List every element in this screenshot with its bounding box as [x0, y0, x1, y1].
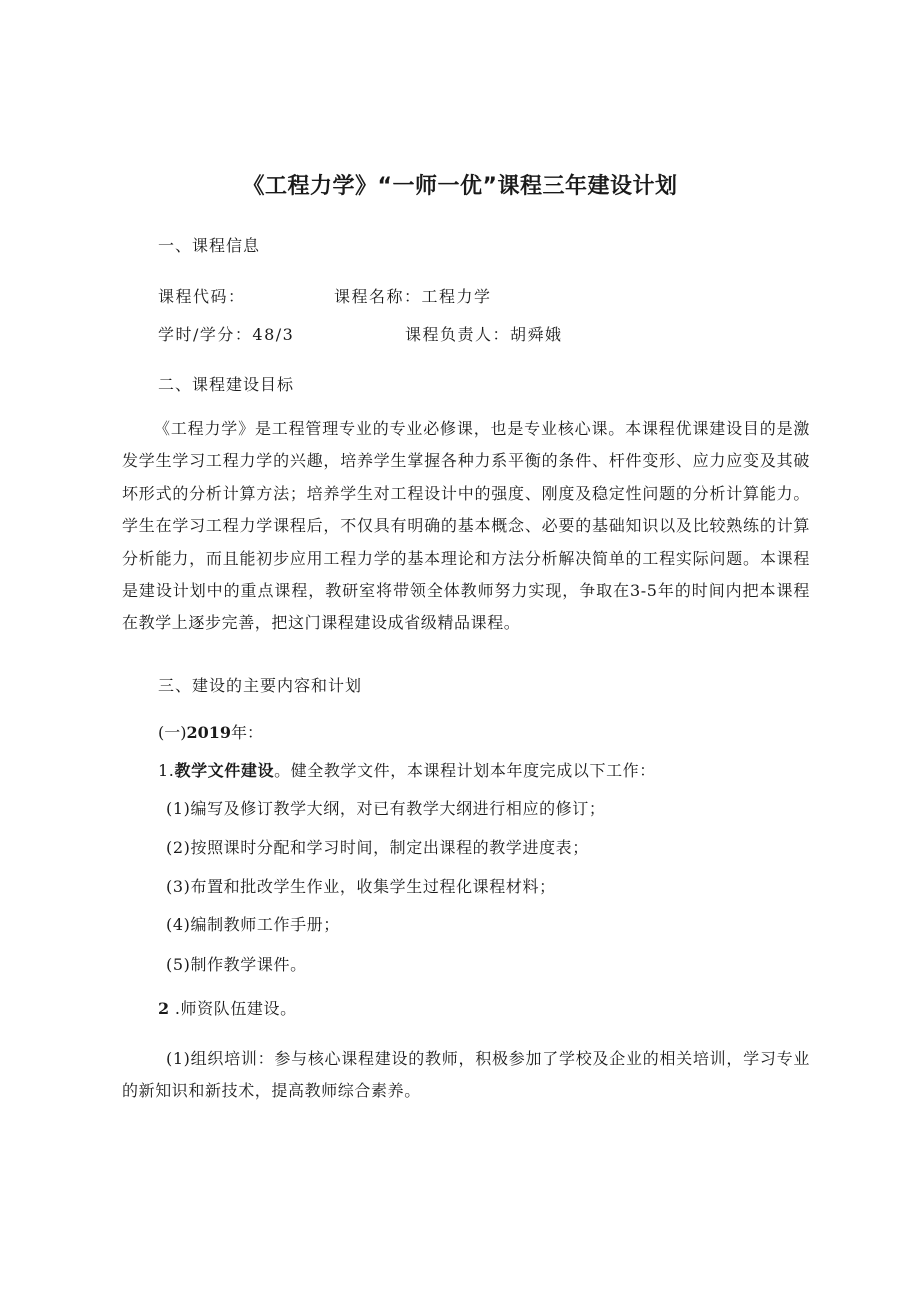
subitem-4: (4)编制教师工作手册；	[166, 915, 340, 934]
item-2-title: .师资队伍建设。	[169, 999, 297, 1018]
section-3-heading: 三、建设的主要内容和计划	[158, 676, 363, 695]
year-suffix: 年：	[231, 723, 264, 742]
item-1	[158, 759, 656, 783]
course-owner: 课程负责人：胡舜娥	[405, 325, 563, 344]
subitem-2: (2)按照课时分配和学习时间，制定出课程的教学进度表；	[166, 838, 589, 857]
training-paragraph: (1)组织培训：参与核心课程建设的教师，积极参加了学校及企业的相关培训，学习专业的新知识和新技术，提高教师综合素养。	[122, 1049, 810, 1101]
year-prefix: (一)	[158, 723, 187, 742]
subitem-3: (3)布置和批改学生作业，收集学生过程化课程材料；	[166, 877, 556, 896]
goal-paragraph: 《工程力学》是工程管理专业的专业必修课，也是专业核心课。本课程优课建设目的是激发学生学习工程力学的兴趣，培养学生掌握各种力系平衡的条件、杆件变形、应力应变及其破坏形式的分析计算方法；培养学生对工程设计中的强度、刚度及稳定性问题的分析计算能力。学生在学习工程力学课程后，不仅具有明确的基本概念、必要的基础知识以及比较熟练的计算分析能力，而且能初步应用工程力学的基本理论和方法分析解决简单的工程实际问题。本课程是建设计划中的重点课程，教研室将带领全体教师努力实现，争取在3-5年的时间内把本课程在教学上逐步完善，把这门课程建设成省级精品课程。	[122, 419, 810, 633]
item-2-number: 2	[158, 999, 170, 1018]
hours-credits: 学时/学分：48/3	[158, 325, 295, 344]
item-1-rest: 。健全教学文件，本课程计划本年度完成以下工作：	[274, 761, 656, 780]
course-code-label: 课程代码：	[158, 287, 246, 306]
subitem-1: (1)编写及修订教学大纲，对已有教学大纲进行相应的修订；	[166, 799, 606, 818]
item-1-number: 1.	[158, 761, 175, 780]
section-2-heading: 二、课程建设目标	[158, 375, 295, 394]
year-heading	[158, 721, 263, 745]
item-2	[158, 997, 297, 1021]
document-title: 《工程力学》“一师一优”课程三年建设计划	[242, 174, 678, 199]
item-1-title: 教学文件建设	[174, 761, 275, 780]
section-1-heading: 一、课程信息	[158, 236, 261, 255]
subitem-5: (5)制作教学课件。	[166, 955, 307, 974]
course-name: 课程名称：工程力学	[334, 287, 492, 306]
year-number: 2019	[186, 723, 232, 742]
